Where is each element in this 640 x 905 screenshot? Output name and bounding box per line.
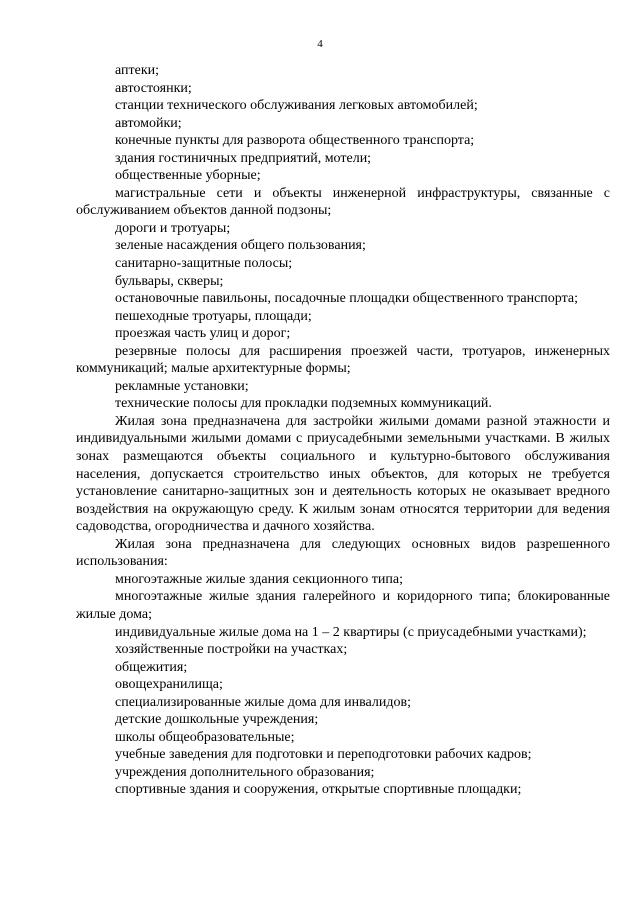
paragraph: Жилая зона предназначена для следующих основных видов разрешенного использования:: [76, 536, 610, 570]
paragraph: многоэтажные жилые здания галерейного и коридорного типа; блокированные жилые дома;: [76, 589, 610, 622]
paragraph: конечные пункты для разворота общественного транспорта;: [115, 133, 475, 149]
page-number: 4: [317, 38, 323, 50]
document-body: [76, 62, 610, 799]
paragraph: учреждения дополнительного образования;: [115, 764, 375, 780]
paragraph: технические полосы для прокладки подземных коммуникаций.: [115, 396, 492, 412]
paragraph: индивидуальные жилые дома на 1 – 2 квартиры (с приусадебными участками);: [115, 624, 587, 640]
paragraph: общежития;: [115, 659, 188, 675]
paragraph: многоэтажные жилые здания секционного типа;: [115, 571, 403, 587]
paragraph: магистральные сети и объекты инженерной инфраструктуры, связанные с обслуживанием объектов данной подзоны;: [76, 185, 610, 219]
paragraph: спортивные здания и сооружения, открытые спортивные площадки;: [115, 782, 522, 798]
paragraph: остановочные павильоны, посадочные площадки общественного транспорта;: [115, 291, 579, 307]
paragraph: пешеходные тротуары, площади;: [115, 308, 312, 324]
paragraph: автостоянки;: [115, 80, 192, 96]
paragraph: автомойки;: [115, 115, 182, 131]
paragraph: дороги и тротуары;: [115, 220, 231, 236]
paragraph: детские дошкольные учреждения;: [115, 712, 319, 728]
paragraph: овощехранилища;: [115, 677, 223, 693]
paragraph: здания гостиничных предприятий, мотели;: [115, 150, 372, 166]
paragraph: учебные заведения для подготовки и переподготовки рабочих кадров;: [115, 747, 532, 763]
paragraph: школы общеобразовательные;: [115, 729, 295, 745]
paragraph: бульвары, скверы;: [115, 273, 224, 289]
paragraph: зеленые насаждения общего пользования;: [115, 238, 366, 254]
paragraph: хозяйственные постройки на участках;: [115, 642, 348, 658]
paragraph: специализированные жилые дома для инвалидов;: [115, 694, 411, 710]
paragraph: общественные уборные;: [115, 168, 261, 184]
paragraph: резервные полосы для расширения проезжей части, тротуаров, инженерных коммуникаций; малые архитектурные формы;: [76, 343, 610, 377]
paragraph: аптеки;: [115, 63, 160, 78]
paragraph: станции технического обслуживания легковых автомобилей;: [115, 98, 478, 114]
paragraph: рекламные установки;: [115, 378, 249, 394]
paragraph: проезжая часть улиц и дорог;: [115, 326, 291, 342]
paragraph: Жилая зона предназначена для застройки жилыми домами разной этажности и индивидуальными жилыми домами с приусадебными земельными участками. В жилых зонах размещаются объекты социального и культурно-бытового обслуживания населения, допускается строительство иных объектов, для которых не требуется установление санитарно-защитных зон и деятельность которых не оказывает вредного воздействия на окружающую среду. К жилым зонам относятся территории для ведения садоводства, огородничества и дачного хозяйства.: [76, 413, 610, 535]
paragraph: санитарно-защитные полосы;: [115, 256, 293, 272]
